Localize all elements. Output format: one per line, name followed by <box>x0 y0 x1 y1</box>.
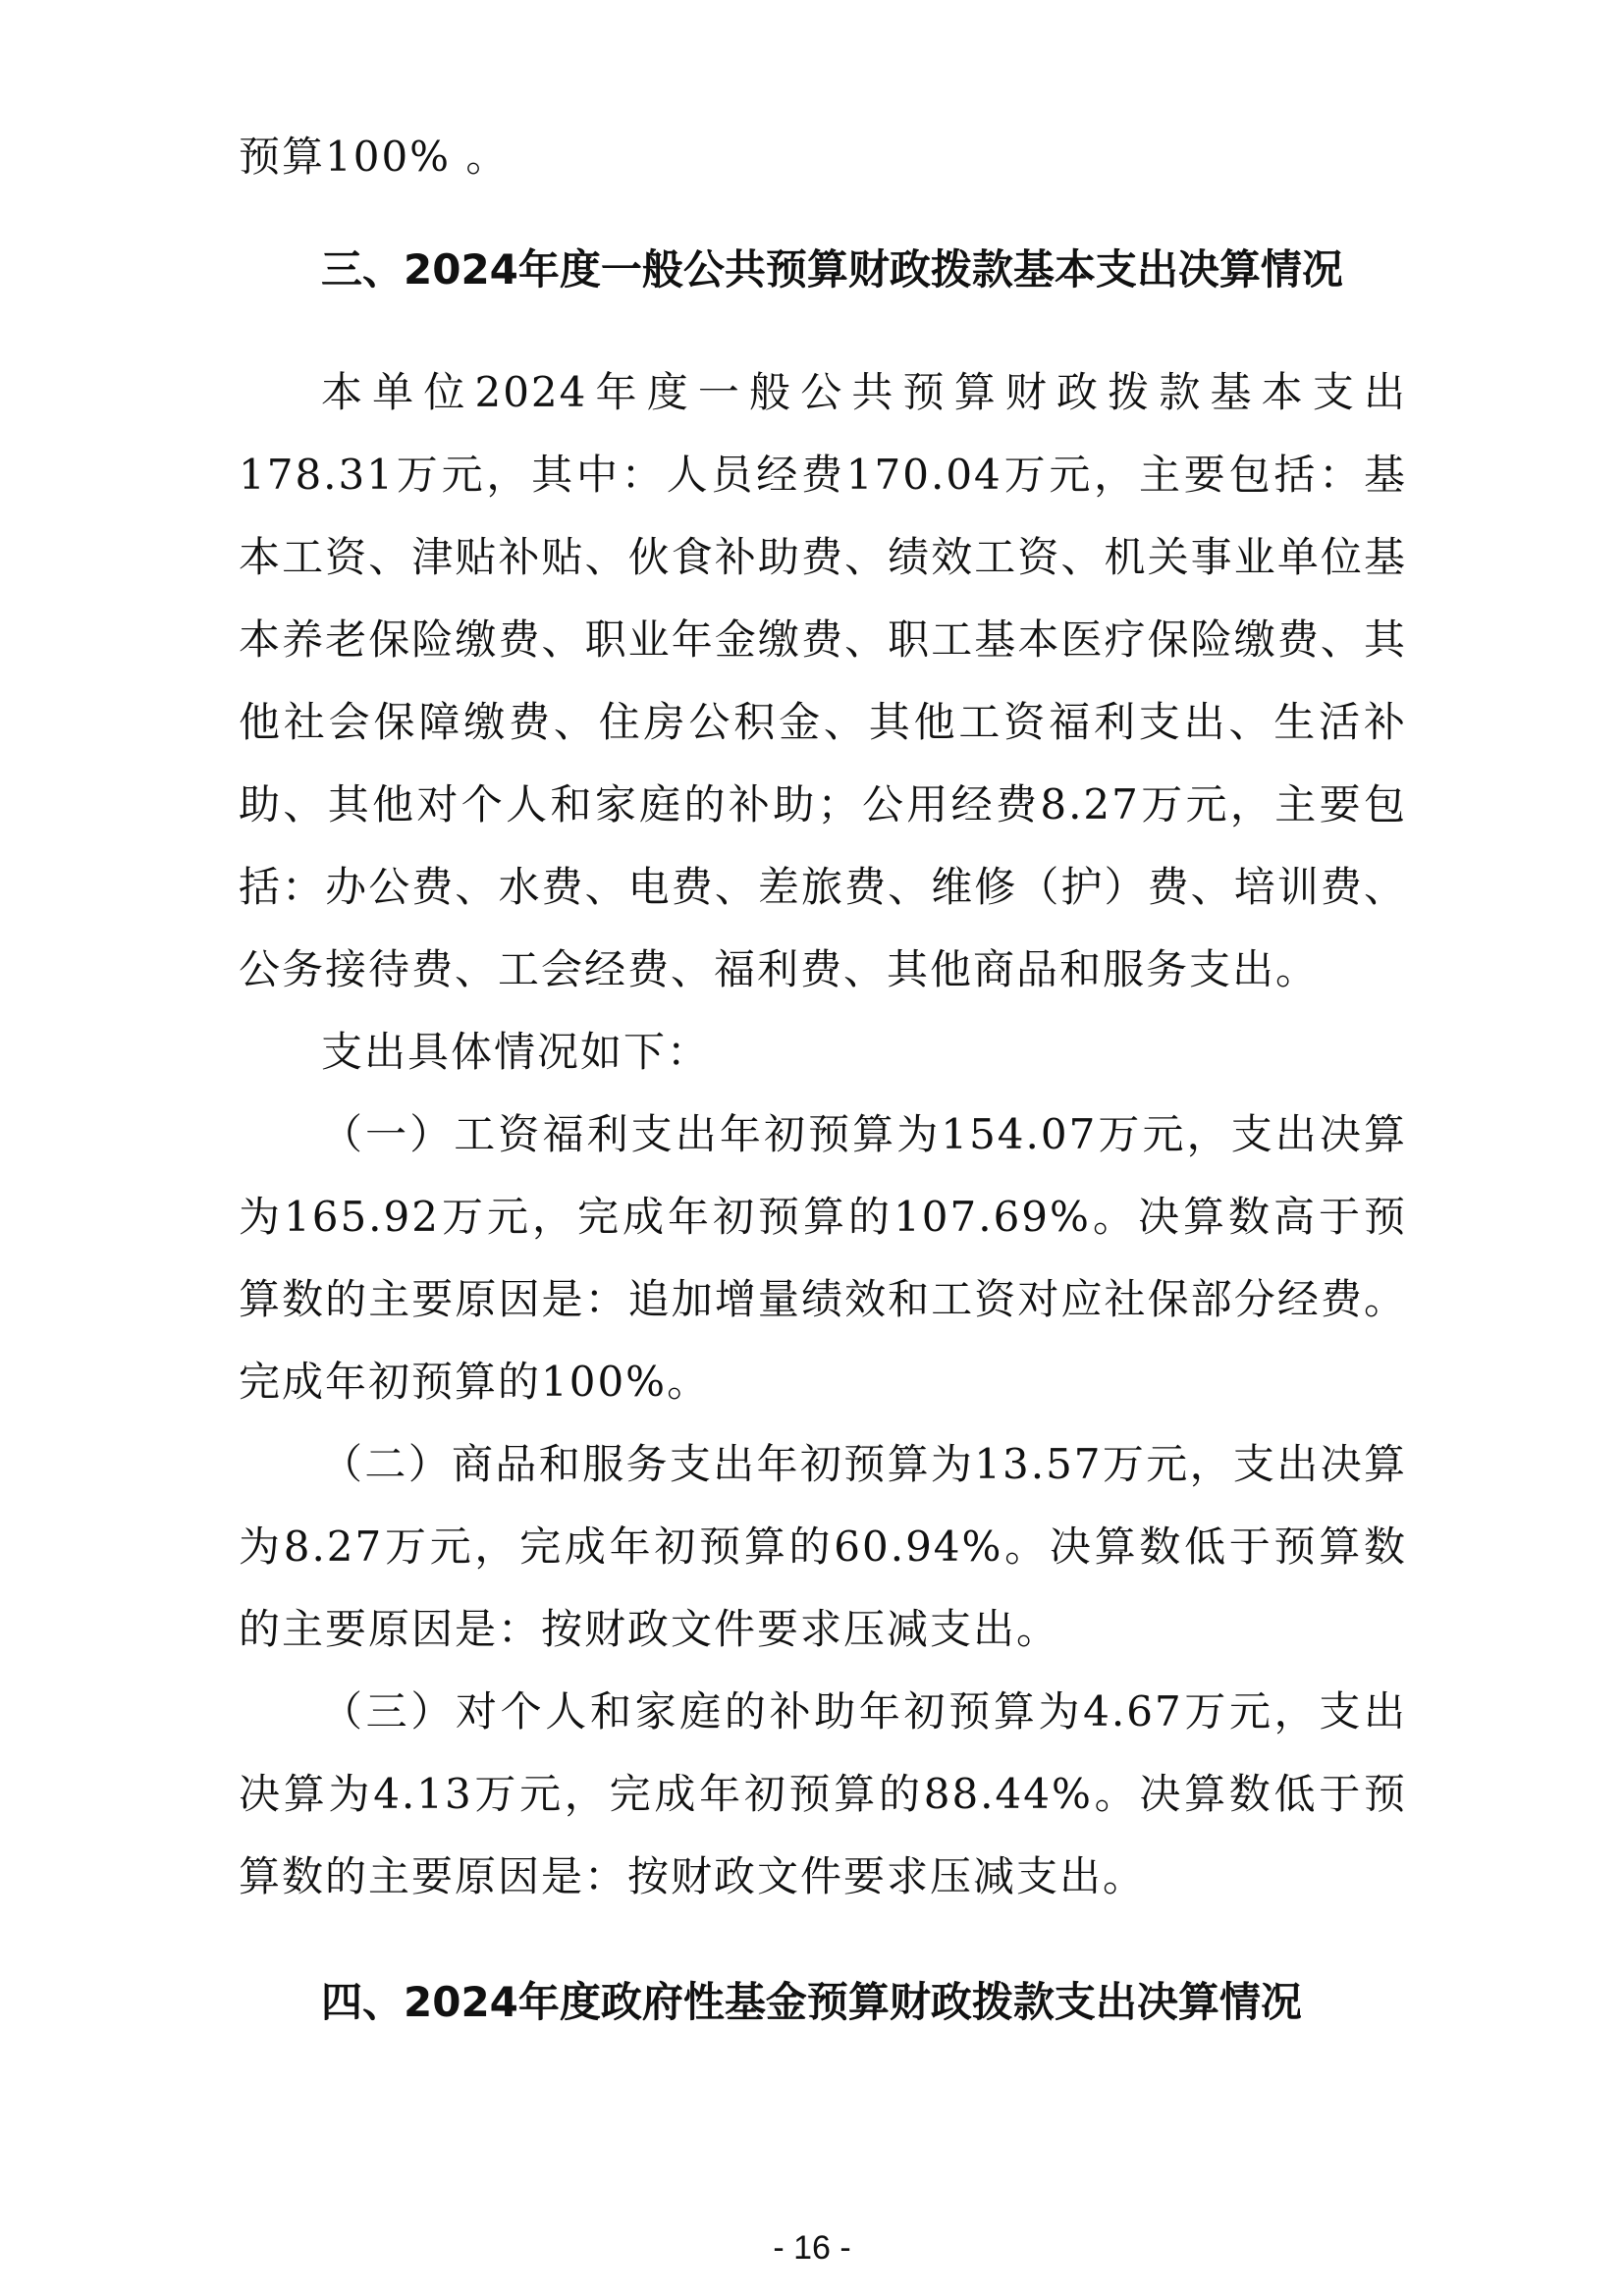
expense-item-2-paragraph: （二）商品和服务支出年初预算为13.57万元，支出决算为8.27万元，完成年初预算的60.94%。决算数低于预算数的主要原因是：按财政文件要求压减支出。 <box>239 1440 1407 1653</box>
expense-item-3-paragraph: （三）对个人和家庭的补助年初预算为4.67万元，支出决算为4.13万元，完成年初预算的88.44%。决算数低于预算数的主要原因是：按财政文件要求压减支出。 <box>239 1687 1407 1900</box>
expense-item-1-paragraph: （一）工资福利支出年初预算为154.07万元，支出决算为165.92万元，完成年初预算的107.69%。决算数高于预算数的主要原因是：追加增量绩效和工资对应社保部分经费。完成年初预算的100%。 <box>239 1110 1407 1406</box>
section-3-heading: 三、2024年度一般公共预算财政拨款基本支出决算情况 <box>321 245 1343 294</box>
page-number: - 16 - <box>773 2229 851 2267</box>
section-4-heading: 四、2024年度政府性基金预算财政拨款支出决算情况 <box>321 1978 1302 2026</box>
section-3-lead-paragraph: 支出具体情况如下： <box>321 1028 711 1076</box>
section-3-intro-paragraph: 本单位2024年度一般公共预算财政拨款基本支出178.31万元，其中：人员经费170.04万元，主要包括：基本工资、津贴补贴、伙食补助费、绩效工资、机关事业单位基本养老保险缴费、职业年金缴费、职工基本医疗保险缴费、其他社会保障缴费、住房公积金、其他工资福利支出、生活补助、其他对个人和家庭的补助；公用经费8.27万元，主要包括：办公费、水费、电费、差旅费、维修（护）费、培训费、公务接待费、工会经费、福利费、其他商品和服务支出。 <box>239 368 1407 993</box>
continuation-text: 预算100% 。 <box>239 133 510 181</box>
